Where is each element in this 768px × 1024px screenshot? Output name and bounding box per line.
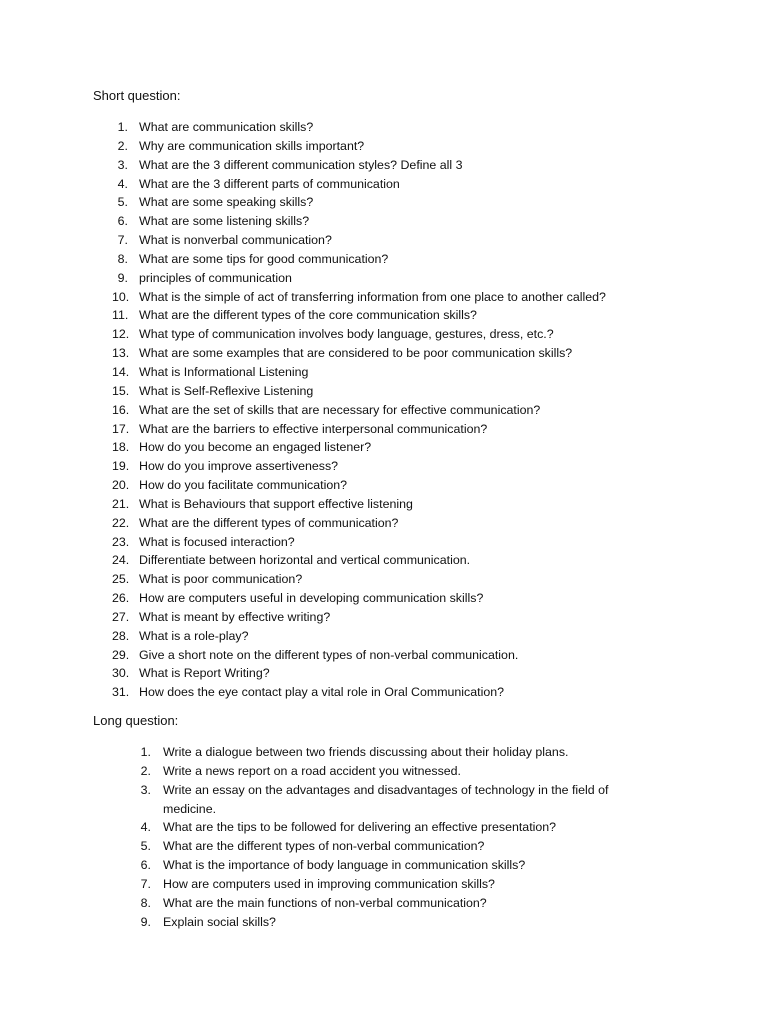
short-question-item <box>112 344 672 363</box>
question-text: Write an essay on the advantages and disadvantages of technology in the field of medicine. <box>163 782 609 816</box>
question-number: 11. <box>112 308 129 323</box>
question-number: 2. <box>140 763 151 778</box>
short-question-list <box>112 118 672 702</box>
short-question-item <box>112 420 672 439</box>
long-question-item <box>137 743 657 762</box>
question-text: How does the eye contact play a vital role in Oral Communication? <box>139 685 505 700</box>
question-text: What are the set of skills that are necessary for effective communication? <box>139 402 541 417</box>
question-number: 6. <box>140 858 151 873</box>
question-text: How are computers useful in developing communication skills? <box>139 591 484 606</box>
short-question-item <box>112 175 672 194</box>
short-question-item <box>112 401 672 420</box>
question-text: What type of communication involves body language, gestures, dress, etc.? <box>139 327 554 342</box>
question-number: 19. <box>112 459 130 474</box>
short-question-heading: Short question: <box>93 88 181 103</box>
short-question-item <box>112 269 672 288</box>
question-text: What is focused interaction? <box>139 534 295 549</box>
question-text: What are the 3 different communication styles? Define all 3 <box>139 157 463 172</box>
question-number: 8. <box>140 895 151 910</box>
question-number: 28. <box>112 628 130 643</box>
question-number: 18. <box>112 440 130 455</box>
short-question-item <box>112 193 672 212</box>
question-text: Differentiate between horizontal and vertical communication. <box>139 553 471 568</box>
question-number: 1. <box>117 120 128 134</box>
short-question-item <box>112 457 672 476</box>
question-text: What is poor communication? <box>139 572 303 587</box>
question-number: 5. <box>140 839 151 854</box>
question-text: What are some examples that are considered to be poor communication skills? <box>139 346 573 361</box>
question-number: 24. <box>112 553 130 568</box>
short-question-item <box>112 514 672 533</box>
question-text: What are the tips to be followed for delivering an effective presentation? <box>163 820 557 835</box>
question-text: What is meant by effective writing? <box>139 609 331 624</box>
question-number: 22. <box>112 515 130 530</box>
short-question-item <box>112 589 672 608</box>
question-text: What are the barriers to effective interpersonal communication? <box>139 421 488 436</box>
question-text: Write a news report on a road accident you witnessed. <box>163 763 461 778</box>
long-question-heading: Long question: <box>93 713 179 728</box>
question-text: How are computers used in improving communication skills? <box>163 876 495 891</box>
question-text: What are communication skills? <box>139 120 314 134</box>
question-number: 9. <box>140 914 151 929</box>
short-question-item <box>112 570 672 589</box>
short-question-item <box>112 212 672 231</box>
long-question-item <box>137 818 657 837</box>
question-number: 20. <box>112 478 130 493</box>
question-text: What is the simple of act of transferring information from one place to another called? <box>139 289 606 304</box>
short-question-item <box>112 551 672 570</box>
question-text: What is the importance of body language in communication skills? <box>163 858 526 873</box>
question-text: Write a dialogue between two friends discussing about their holiday plans. <box>163 745 569 759</box>
short-question-item <box>112 495 672 514</box>
question-text: What is Self-Reflexive Listening <box>139 383 314 398</box>
long-question-item <box>137 856 657 875</box>
question-text: What are the main functions of non-verbal communication? <box>163 895 487 910</box>
long-question-item <box>137 762 657 781</box>
short-question-item <box>112 627 672 646</box>
short-question-item <box>112 533 672 552</box>
question-text: Why are communication skills important? <box>139 138 365 153</box>
question-number: 21. <box>112 496 130 511</box>
short-question-item <box>112 137 672 156</box>
short-question-item <box>112 608 672 627</box>
question-number: 7. <box>140 876 151 891</box>
question-text: What are the different types of communication? <box>139 515 399 530</box>
question-text: How do you become an engaged listener? <box>139 440 372 455</box>
question-text: What are the 3 different parts of communication <box>139 176 400 191</box>
question-number: 7. <box>117 233 128 248</box>
question-number: 10. <box>112 289 130 304</box>
long-question-item <box>137 875 657 894</box>
question-number: 25. <box>112 572 130 587</box>
long-question-item <box>137 837 657 856</box>
question-number: 3. <box>140 782 151 797</box>
long-question-item <box>137 781 657 819</box>
question-text: What is nonverbal communication? <box>139 233 332 248</box>
question-number: 16. <box>112 402 130 417</box>
short-question-item <box>112 476 672 495</box>
question-number: 12. <box>112 327 130 342</box>
question-text: What are some listening skills? <box>139 214 310 229</box>
question-text: principles of communication <box>139 270 292 285</box>
question-text: What is Report Writing? <box>139 666 270 681</box>
question-text: What are the different types of non-verbal communication? <box>163 839 485 854</box>
short-question-item <box>112 156 672 175</box>
question-number: 9. <box>117 270 128 285</box>
short-question-item <box>112 438 672 457</box>
question-number: 4. <box>140 820 151 835</box>
question-text: What are the different types of the core communication skills? <box>139 308 477 323</box>
short-question-item <box>112 664 672 683</box>
long-question-item <box>137 894 657 913</box>
question-number: 31. <box>112 685 130 700</box>
question-number: 27. <box>112 609 130 624</box>
question-number: 23. <box>112 534 130 549</box>
question-number: 1. <box>140 745 151 759</box>
question-text: How do you improve assertiveness? <box>139 459 339 474</box>
question-number: 4. <box>117 176 128 191</box>
short-question-item <box>112 118 672 137</box>
long-question-item <box>137 913 657 932</box>
question-text: Explain social skills? <box>163 914 276 929</box>
short-question-item <box>112 382 672 401</box>
question-number: 14. <box>112 364 130 379</box>
question-number: 30. <box>112 666 130 681</box>
question-text: What is Informational Listening <box>139 364 309 379</box>
question-number: 13. <box>112 346 130 361</box>
short-question-item <box>112 288 672 307</box>
short-question-item <box>112 306 672 325</box>
question-text: Give a short note on the different types of non-verbal communication. <box>139 647 519 662</box>
long-question-list <box>137 743 657 931</box>
short-question-item <box>112 363 672 382</box>
question-number: 29. <box>112 647 130 662</box>
short-question-item <box>112 250 672 269</box>
question-number: 8. <box>117 251 128 266</box>
short-question-item <box>112 231 672 250</box>
question-text: What are some speaking skills? <box>139 195 314 210</box>
question-number: 3. <box>117 157 128 172</box>
question-number: 17. <box>112 421 130 436</box>
short-question-item <box>112 325 672 344</box>
question-number: 6. <box>117 214 128 229</box>
question-number: 5. <box>117 195 128 210</box>
short-question-item <box>112 646 672 665</box>
question-number: 2. <box>117 138 128 153</box>
question-text: What are some tips for good communication? <box>139 251 389 266</box>
short-question-item <box>112 683 672 702</box>
question-text: How do you facilitate communication? <box>139 478 347 493</box>
question-text: What is a role-play? <box>139 628 249 643</box>
question-text: What is Behaviours that support effective listening <box>139 496 413 511</box>
question-number: 26. <box>112 591 130 606</box>
question-number: 15. <box>112 383 130 398</box>
